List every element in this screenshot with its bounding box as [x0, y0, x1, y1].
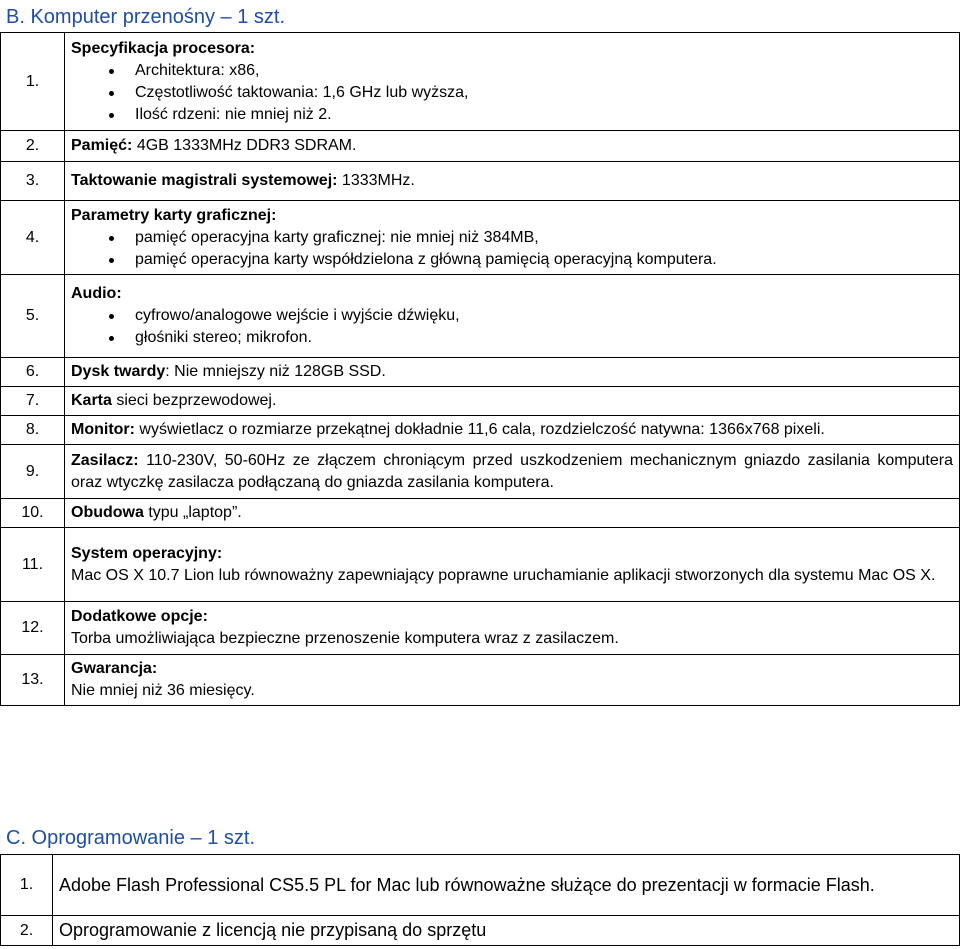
table-row	[1, 162, 960, 201]
row-label: Taktowanie magistrali systemowej:	[71, 172, 338, 189]
power-supply-cell	[65, 445, 960, 499]
row-number: 13.	[1, 655, 65, 706]
case-cell	[65, 499, 960, 528]
list-item: głośniki stereo; mikrofon.	[71, 327, 953, 349]
row-text: 1333MHz.	[337, 172, 415, 189]
row-label: Obudowa	[71, 504, 144, 521]
row-text: typu „laptop”.	[143, 504, 242, 521]
list-item: Częstotliwość taktowania: 1,6 GHz lub wyższa,	[71, 82, 953, 104]
row-number: 1.	[1, 33, 65, 131]
hardware-spec-table	[0, 32, 960, 706]
table-row	[1, 131, 960, 162]
row-label: Gwarancja:	[71, 660, 158, 677]
row-label: Specyfikacja procesora:	[71, 39, 256, 57]
graphics-bullet-list	[71, 227, 953, 271]
software-item-cell: Adobe Flash Professional CS5.5 PL for Mac lub równoważne służące do prezentacji w formacie Flash.	[53, 855, 960, 916]
row-label: System operacyjny:	[71, 544, 223, 562]
row-text: Nie mniej niż 36 miesięcy.	[71, 682, 255, 699]
row-label: Monitor:	[71, 421, 135, 438]
bus-speed-cell	[65, 162, 960, 201]
row-text: 110-230V, 50-60Hz ze złączem chroniącym przed uszkodzeniem mechanicznym gniazdo zasilania komputera oraz wtyczkę zasilacza podłączaną do gniazda zasilania komputera.	[71, 451, 953, 491]
row-label: Audio:	[71, 285, 122, 302]
table-row	[1, 201, 960, 275]
operating-system-cell	[65, 528, 960, 602]
network-card-cell	[65, 387, 960, 416]
warranty-cell	[65, 655, 960, 706]
list-item: pamięć operacyjna karty współdzielona z główną pamięcią operacyjną komputera.	[71, 249, 953, 271]
row-text: : Nie mniejszy niż 128GB SSD.	[165, 363, 386, 380]
row-number: 12.	[1, 602, 65, 655]
table-row	[1, 499, 960, 528]
row-number: 11.	[1, 528, 65, 602]
row-text: Mac OS X 10.7 Lion lub równoważny zapewniający poprawne uruchamianie aplikacji stworzonych dla systemu Mac OS X.	[71, 566, 936, 584]
table-row	[1, 655, 960, 706]
extra-options-cell	[65, 602, 960, 655]
table-row	[1, 33, 960, 131]
row-number: 5.	[1, 275, 65, 358]
section-b-title: B. Komputer przenośny – 1 szt.	[6, 6, 286, 28]
row-number: 4.	[1, 201, 65, 275]
list-item: pamięć operacyjna karty graficznej: nie mniej niż 384MB,	[71, 227, 953, 249]
list-item: Architektura: x86,	[71, 60, 953, 82]
row-number: 10.	[1, 499, 65, 528]
list-item: cyfrowo/analogowe wejście i wyjście dźwięku,	[71, 305, 953, 327]
table-row	[1, 358, 960, 387]
table-row	[1, 275, 960, 358]
row-number: 8.	[1, 416, 65, 445]
row-text: 4GB 1333MHz DDR3 SDRAM.	[132, 137, 357, 154]
row-number: 3.	[1, 162, 65, 201]
row-label: Parametry karty graficznej:	[71, 206, 277, 224]
row-label: Dysk twardy	[71, 363, 166, 380]
row-number: 6.	[1, 358, 65, 387]
row-number: 7.	[1, 387, 65, 416]
row-label: Zasilacz:	[71, 451, 139, 469]
table-row	[1, 602, 960, 655]
row-label: Karta	[71, 392, 112, 409]
list-item: Ilość rdzeni: nie mniej niż 2.	[71, 104, 953, 126]
row-text: wyświetlacz o rozmiarze przekątnej dokładnie 11,6 cala, rozdzielczość natywna: 1366x768 pixeli.	[134, 421, 825, 438]
section-c-title: C. Oprogramowanie – 1 szt.	[6, 827, 255, 849]
row-text: sieci bezprzewodowej.	[111, 392, 277, 409]
row-number: 1.	[1, 855, 53, 916]
row-label: Dodatkowe opcje:	[71, 608, 208, 625]
audio-spec-cell	[65, 275, 960, 358]
monitor-cell	[65, 416, 960, 445]
table-row	[1, 445, 960, 499]
software-table	[0, 854, 960, 946]
table-row	[1, 416, 960, 445]
row-text: Torba umożliwiająca bezpieczne przenoszenie komputera wraz z zasilaczem.	[71, 630, 619, 647]
row-label: Pamięć:	[71, 137, 133, 154]
processor-spec-cell	[65, 33, 960, 131]
row-number: 2.	[1, 131, 65, 162]
audio-bullet-list	[71, 305, 953, 349]
processor-bullet-list	[71, 60, 953, 126]
disk-cell	[65, 358, 960, 387]
table-row	[1, 855, 960, 916]
table-row	[1, 916, 960, 946]
table-row	[1, 387, 960, 416]
table-row	[1, 528, 960, 602]
memory-cell	[65, 131, 960, 162]
row-number: 2.	[1, 916, 53, 946]
software-item-cell: Oprogramowanie z licencją nie przypisaną do sprzętu	[53, 916, 960, 946]
row-number: 9.	[1, 445, 65, 499]
graphics-spec-cell	[65, 201, 960, 275]
